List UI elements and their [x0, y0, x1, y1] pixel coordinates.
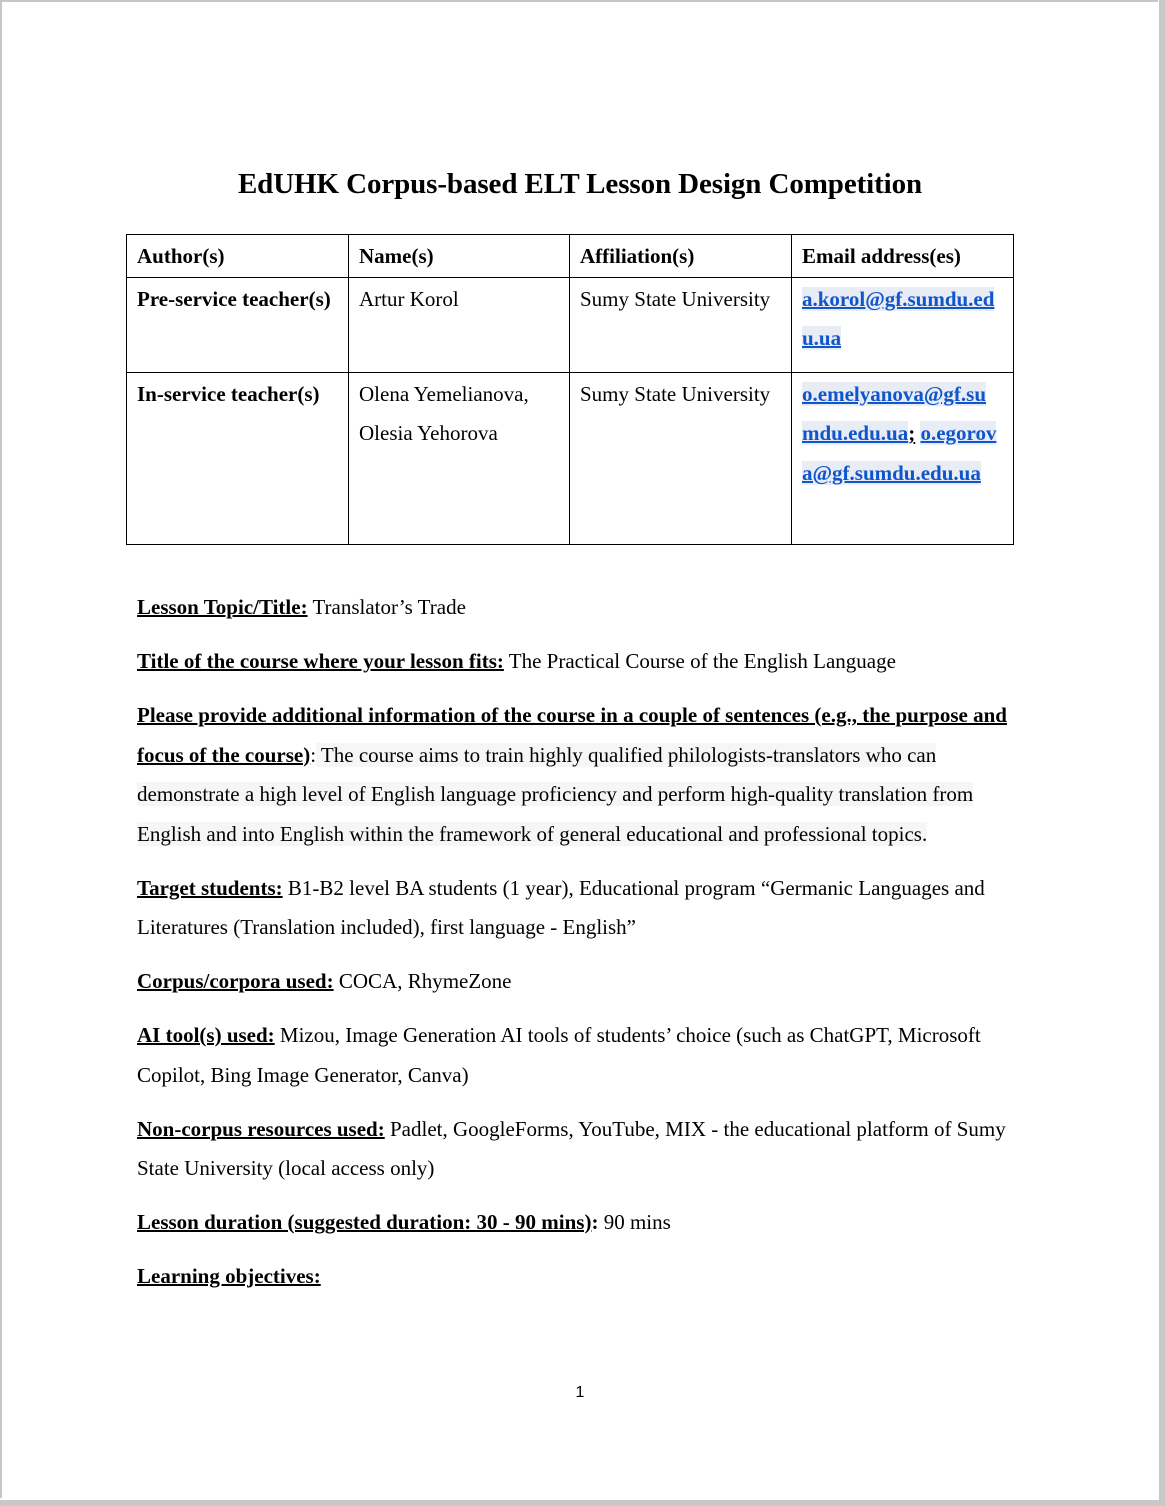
field-value: Padlet, GoogleForms, YouTube, MIX - the educational platform of Sumy State University (local access only) — [137, 1116, 1006, 1180]
lesson-fields — [137, 588, 1037, 1311]
field-label-suffix: : — [310, 742, 317, 767]
field-course-title — [137, 642, 1037, 682]
author-email-cell — [792, 277, 1014, 372]
header-affiliation: Affiliation(s) — [570, 235, 792, 278]
table-row — [127, 277, 1014, 372]
email-link[interactable]: a.korol@gf.sumdu.edu.ua — [802, 286, 995, 350]
document-title: EdUHK Corpus-based ELT Lesson Design Competition — [237, 168, 923, 200]
field-target-students — [137, 869, 1037, 948]
field-lesson-topic — [137, 588, 1037, 628]
field-value: The Practical Course of the English Language — [503, 649, 896, 673]
field-lesson-duration — [137, 1203, 1037, 1243]
page-shadow-right — [1159, 0, 1165, 1506]
field-label: Corpus/corpora used: — [137, 969, 334, 993]
field-label: AI tool(s) used: — [137, 1023, 275, 1047]
author-affiliation: Sumy State University — [570, 277, 792, 372]
header-email: Email address(es) — [792, 235, 1014, 278]
field-label: Title of the course where your lesson fits: — [137, 649, 504, 673]
field-value: Translator’s Trade — [307, 595, 466, 619]
field-course-info — [137, 696, 1037, 854]
field-label: Please provide additional information of the course in a couple of sentences (e.g., the purpose and focus of the course) — [137, 703, 1007, 767]
table-header-row — [127, 235, 1014, 278]
field-value: Mizou, Image Generation AI tools of students’ choice (such as ChatGPT, Microsoft Copilot, Bing Image Generator, Canva) — [137, 1023, 981, 1087]
author-names: Artur Korol — [349, 277, 570, 372]
field-label: Target students: — [137, 875, 283, 900]
author-email-cell — [792, 372, 1014, 544]
email-link[interactable]: o.emelyanova@gf.sumdu.edu.ua — [802, 381, 987, 445]
table-row — [127, 372, 1014, 544]
author-affiliation: Sumy State University — [570, 372, 792, 544]
field-corpora-used — [137, 962, 1037, 1002]
page-number: 1 — [575, 1384, 585, 1401]
field-label: Lesson Topic/Title: — [137, 595, 308, 619]
field-label: Learning objectives: — [137, 1264, 321, 1288]
field-non-corpus-resources — [137, 1110, 1037, 1189]
field-value: B1-B2 level BA students (1 year), Educational program “Germanic Languages and Literatures (Translation included), first language - English” — [137, 875, 985, 939]
field-label: Lesson duration (suggested duration: 30 - 90 mins) — [137, 1210, 592, 1234]
field-value: 90 mins — [598, 1210, 671, 1234]
author-role: In-service teacher(s) — [127, 372, 349, 544]
header-names: Name(s) — [349, 235, 570, 278]
field-label: Non-corpus resources used: — [137, 1116, 385, 1141]
field-label-suffix: : — [591, 1210, 599, 1234]
authors-table — [126, 234, 1014, 545]
author-names: Olena Yemelianova, Olesia Yehorova — [349, 372, 570, 544]
header-author: Author(s) — [127, 235, 349, 278]
field-ai-tools — [137, 1016, 1037, 1095]
author-role: Pre-service teacher(s) — [127, 277, 349, 372]
field-value: COCA, RhymeZone — [333, 969, 512, 993]
email-separator: ; — [908, 421, 916, 445]
field-learning-objectives — [137, 1257, 1037, 1297]
field-value: The course aims to train highly qualified philologists-translators who can demonstrate a high level of English language proficiency and perform high-quality translation from English and into English within the framework of general educational and professional topics. — [137, 742, 974, 846]
page-shadow-bottom — [0, 1500, 1165, 1506]
email-link[interactable]: o.egorova@gf.sumdu.edu.ua — [802, 421, 997, 485]
